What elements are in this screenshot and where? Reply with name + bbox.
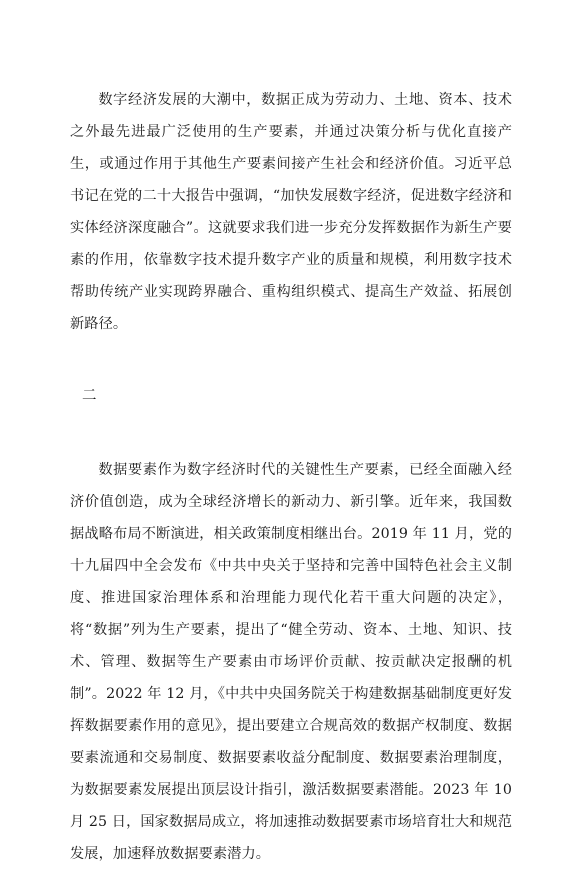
section-heading-two: 二 [82, 388, 97, 404]
paragraph-data-elements: 数据要素作为数字经济时代的关键性生产要素，已经全面融入经济价值创造，成为全球经济增长的新动力、新引擎。近年来，我国数据战略布局不断演进，相关政策制度相继出台。2019 年 11 月，党的十九届四中全会发布《中共中央关于坚持和完善中国特色社会主义制度、推进国家治理体系和治理能力现代化若干重大问题的决定》，将“数据”列为生产要素，提出了“健全劳动、资本、土地、知识、技术、管理、数据等生产要素由市场评价贡献、按贡献决定报酬的机制”。2022 年 12 月，《中共中央国务院关于构建数据基础制度更好发挥数据要素作用的意见》，提出要建立合规高效的数据产权制度、数据要素流通和交易制度、数据要素收益分配制度、数据要素治理制度，为数据要素发展提出顶层设计指引，激活数据要素潜能。2023 年 10 月 25 日，国家数据局成立，将加速推动数据要素市场培育壮大和规范发展，加速释放数据要素潜力。 [70, 462, 512, 862]
paragraph-digital-economy: 数字经济发展的大潮中，数据正成为劳动力、土地、资本、技术之外最先进最广泛使用的生产要素，并通过决策分析与优化直接产生，或通过作用于其他生产要素间接产生社会和经济价值。习近平总书记在党的二十大报告中强调，“加快发展数字经济，促进数字经济和实体经济深度融合”。这就要求我们进一步充分发挥数据作为新生产要素的作用，依靠数字技术提升数字产业的质量和规模，利用数字技术帮助传统产业实现跨界融合、重构组织模式、提高生产效益、拓展创新路径。 [70, 92, 512, 332]
